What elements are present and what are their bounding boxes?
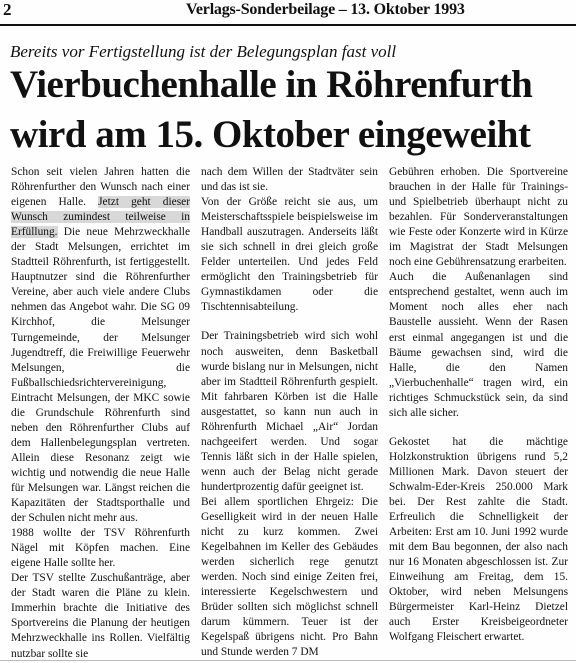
column-2-paragraph-1: nach dem Willen der Stadtväter sein und das ist sie.: [201, 166, 378, 194]
column-3-paragraph-3: Gekostet hat die mächtige Holzkonstruktion übrigens rund 5,2 Millionen Mark. Davon steuert der Schwalm-Eder-Kreis 250.000 Mark bei. Der Rest zahlte die Stadt. Erfreulich die Schnelligkeit der Arbeiten: Erst am 10. Juni 1992 wurde mit dem Bau begonnen, der also nach nur 16 Monaten abgeschlossen ist. Zur Einweihung am Freitag, dem 15. Oktober, wird neben Melsungens Bürgermeister Karl-Heinz Dietzel auch Erster Kreisbeigeordneter Wolfgang Fleischert erwartet.: [389, 435, 568, 644]
publication-header: Verlags-Sonderbeilage – 13. Oktober 1993: [186, 1, 465, 18]
article-column-3: [389, 165, 568, 645]
headline-line-1: Vierbuchenhalle in Röhrenfurth: [10, 63, 533, 106]
column-2-paragraph-2: Von der Größe reicht sie aus, um Meisterschaftsspiele beispielsweise im Handball auszutragen. Anderseits läßt sie sich schnell in drei gleich große Felder unterteilen. Und jedes Feld ermöglicht den Trainingsbetrieb für Gymnastikdamen oder die Tischtennisabteilung.: [201, 196, 378, 314]
article-column-2: [201, 165, 378, 661]
column-2-paragraph-3: Der Trainingsbetrieb wird sich wohl noch ausweiten, denn Basketball wurde bislang nur in Melsungen, nicht aber im Stadtteil Röhrenfurth gespielt. Mit fahrbaren Körben ist die Halle ausgestattet, so kann nun auch in Röhrenfurth Michael „Air“ Jordan nachgeeifert werden. Und sogar Tennis läßt sich in der Halle spielen, wenn auch der Belag nicht gerade hundertprozentig dafür geeignet ist.: [201, 330, 378, 493]
page-number: 2: [3, 0, 12, 19]
article-headline: [10, 60, 576, 160]
column-2-paragraph-4: Bei allem sportlichen Ehrgeiz: Die Geselligkeit wird in der neuen Halle nicht zu kurz kommen. Zwei Kegelbahnen im Keller des Gebäudes werden sicherlich rege genutzt werden. Noch sind einige Zeiten frei, interessierte Kegelschwestern und Brüder sollten sich möglichst schnell darum kümmern. Teuer ist der Kegelspaß übrigens nicht. Pro Bahn und Stunde werden 7 DM: [201, 495, 378, 659]
column-3-paragraph-2: Auch die Außenanlagen sind entsprechend gestaltet, wenn auch im Moment noch alles eher nach Baustelle aussieht. Wenn der Rasen erst einmal angegangen ist und die Bäume gewachsen sind, wird die Halle, die den Namen „Vierbuchenhalle“ tragen wird, ein richtiges Schmuckstück sein, da sind sich alle sicher.: [389, 271, 568, 419]
headline-line-2: wird am 15. Oktober eingeweiht: [10, 113, 531, 156]
column-1-paragraph-3: Der TSV stellte Zuschußanträge, aber der Stadt waren die Pläne zu klein. Immerhin brachte die Initiative des Sportvereins die Planung der heutigen Mehrzweckhalle ins Rollen. Vielfältig nutzbar sollte sie: [11, 572, 190, 660]
header-rule: [0, 24, 576, 26]
article-kicker: Bereits vor Fertigstellung ist der Belegungsplan fast voll: [10, 42, 397, 61]
paragraph-text: Schon seit vielen Jahren hatten die Röhrenfurther den Wunsch nach einer eigenen Halle.: [11, 166, 190, 209]
paragraph-text: Die neue Mehrzweckhalle der Stadt Melsungen, errichtet im Stadtteil Röhrenfurth, ist fertiggestellt. Hauptnutzer sind die Röhrenfurther Vereine, aber auch viele andere Clubs nehmen das Angebot wahr. Die SG 09 Kirchhof, die Melsunger Turngemeinde, der Melsunger Jugendtreff, die Freiwillige Feuerwehr Melsungen, die Fußballschiedsrichtervereinigung, Eintracht Melsungen, der MKC sowie die Grundschule Röhrenfurth sind neben den Röhrenfurther Clubs auf dem Hallenbelegungsplan vertreten. Allein diese Resonanz zeigt wie wichtig und notwendig die neue Halle für Melsungen war. Längst reichen die Kapazitäten der Stadtsporthalle und der Schulen nicht mehr aus.: [11, 226, 190, 525]
article-column-1: [11, 165, 190, 662]
bottom-rule: [0, 660, 576, 661]
column-1-paragraph-1: [11, 165, 190, 526]
column-3-paragraph-1: Gebühren erhoben. Die Sportvereine brauchen in der Halle für Trainings- und Spielbetrieb überhaupt nicht zu bezahlen. Für Sonderveranstaltungen wie Feste oder Konzerte wird in Kürze im Magistrat der Stadt Melsungen noch eine Gebührensatzung erarbeiten.: [389, 166, 568, 269]
column-1-paragraph-2: 1988 wollte der TSV Röhrenfurth Nägel mit Köpfen machen. Eine eigene Halle sollte her.: [11, 527, 190, 570]
highlighted-text: Jetzt geht dieser Wunsch zumindest teilweise in Erfüllung.: [11, 196, 190, 239]
